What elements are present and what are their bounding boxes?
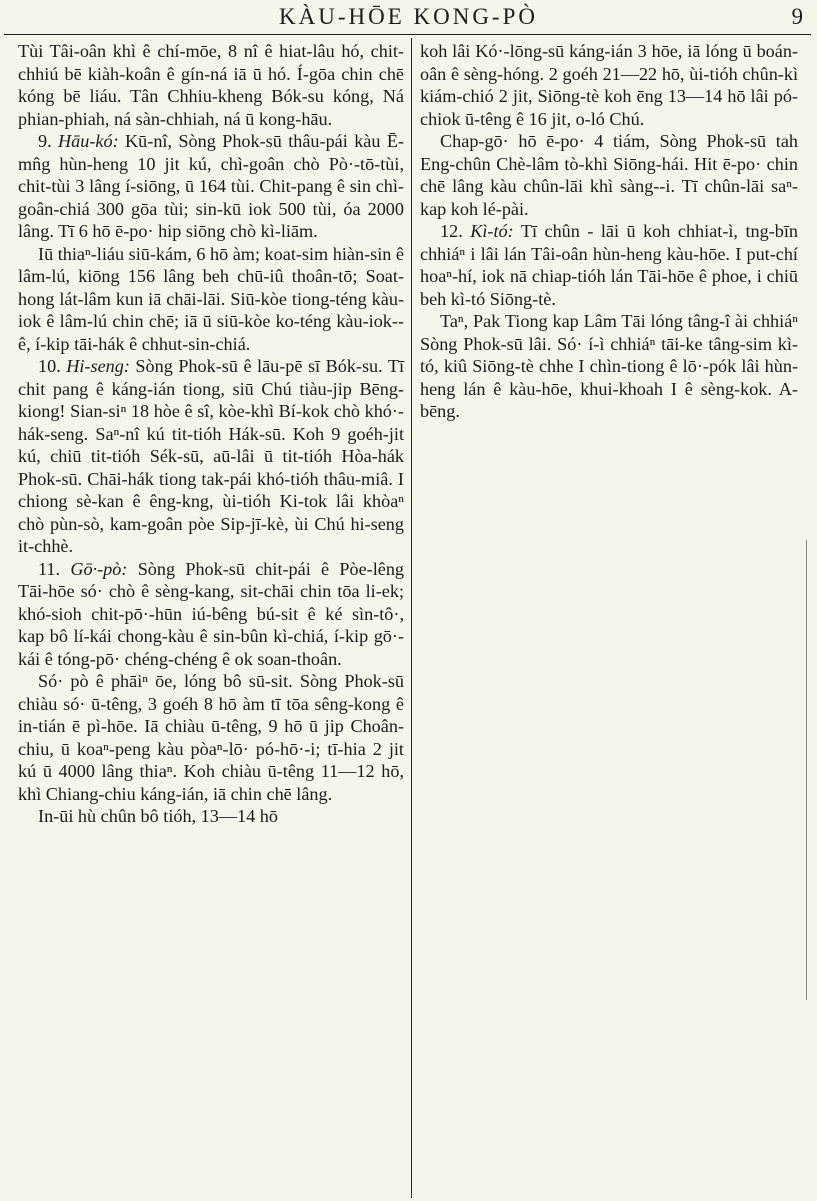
section-10 — [18, 355, 404, 558]
header-rule — [4, 34, 811, 35]
paragraph: In-ūi hù chûn bô tióh, 13—14 hō — [38, 806, 278, 826]
section-text: Kū-nî, Sòng Phok-sū thâu-pái kàu Ē-mn̂g hùn-heng 10 jit kú, chì-goân chò Pò·-tō-tùi, chit-tùi 3 lâng í-siōng, ū 164 tùi. Chit-pang ê sin chì-goân-chiá 300 gōa tùi; sin-kū iok 500 tùi, óa 2000 lâng. Tī 6 hō ē-po· hip siōng chò kì-liām. — [18, 131, 405, 241]
section-text: Sòng Phok-sū chit-pái ê Pòe-lêng Tāi-hōe só· chò ê sèng-kang, sit-chāi chin tōa li-ek; khó-sioh chit-pō·-hūn iú-bêng bú-sit ê ké sìn-tô·, kap bô lí-kái chong-kàu ê sin-bûn kì-chiá, í-kip gō·-kái ê tóng-pō· chéng-chéng ê ok soan-thoân. — [18, 558, 405, 669]
section-heading: Hi-seng: — [66, 356, 130, 376]
left-column — [18, 40, 404, 828]
right-column — [420, 40, 798, 423]
section-heading: Gō·-pò: — [70, 558, 128, 579]
paragraph-continued: koh lâi Kó·-lōng-sū káng-ián 3 hōe, iā lóng ū boán-oân ê sèng-hóng. 2 goéh 21—22 hō, ùi-tióh chûn-kì kiám-chió 2 jit, Siōng-tè koh ēng 13—14 hō lâi pó-chiok ū-têng ê 16 jit, o-ló Chú. — [420, 41, 798, 129]
section-number: 9. — [38, 131, 52, 151]
paragraph: Chap-gō· hō ē-po· 4 tiám, Sòng Phok-sū tah Eng-chûn Chè-lâm tò-khì Siōng-hái. Hit ē-po· chin chē lâng kàu chûn-lāi khì sàng--i. Tī chûn-lāi saⁿ-kap koh lé-pài. — [420, 131, 798, 219]
page-number: 9 — [791, 4, 803, 29]
section-heading: Kì-tó: — [470, 221, 514, 241]
section-text: Tī chûn - lāi ū koh chhiat-ì, tng-bīn chhiáⁿ i lâi lán Tâi-oân hùn-heng kàu-hōe. I put-chí hoaⁿ-hí, iok nā chiap-tióh lán Tāi-hōe ê phoe, i chiū beh kì-tó Siōng-tè. — [420, 221, 798, 309]
section-text: Sòng Phok-sū ê lāu-pē sī Bók-su. Tī chit pang ê káng-ián tiong, siū Chú tiàu-jip Bēng-kiong! Sian-siⁿ 18 hòe ê sî, kòe-khì Bí-kok chò khó·-hák-seng. Saⁿ-nî kú tit-tióh Hák-sū. Koh 9 goéh-jit kú, chiū tit-tióh Sék-sū, aū-lâi ū tit-tióh Hòa-hák Phok-sū. Chāi-hák tiong tak-pái khó-tióh thâu-miâ. I chiong sè-kan ê êng-kng, ùi-tióh Ki-tok lâi khòaⁿ chò pùn-sò, kam-goân pòe Sip-jī-kè, ùi Chú hi-seng it-chhè. — [18, 356, 405, 556]
section-12 — [420, 220, 798, 310]
paragraph: Iū thiaⁿ-liáu siū-kám, 6 hō àm; koat-sim hiàn-sin ê lâm-lú, kiōng 156 lâng beh chū-iû thoân-tō; Soat-hong lát-lâm kun iā chāi-lāi. Siū-kòe tiong-téng kàu-iok ê lâm-lú chin chē; iā ū siū-kòe ko-téng kàu-iok--ê, í-kip tāi-hák ê chhut-sin-chiá. — [18, 243, 404, 354]
paragraph-continued: Tùi Tâi-oân khì ê chí-mōe, 8 nî ê hiat-lâu hó, chit-chhiú bē kiàh-koân ê gín-ná iā ū hó. Í-gōa chin chē kóng bē liáu. Tân Chhiu-kheng Bók-su kóng, Ná phian-phiah, ná sàn-chhiah, ná ū kong-hāu. — [18, 41, 404, 129]
running-title: KÀU-HŌE KONG-PÒ — [278, 4, 538, 29]
column-divider — [411, 38, 412, 1198]
paragraph: Taⁿ, Pak Tiong kap Lâm Tāi lóng tâng-î ài chhiáⁿ Sòng Phok-sū lâi. Só· í-ì chhiáⁿ tāi-ke tâng-sim kì-tó, kiû Siōng-tè chhe I chìn-tiong ê lō·-pók lâi hùn-heng lán ê kàu-hōe, khui-khoah I ê sèng-kok. A-bēng. — [420, 311, 798, 421]
paragraph: Só· pò ê phāiⁿ ōe, lóng bô sū-sit. Sòng Phok-sū chiàu só· ū-têng, 3 goéh 8 hō àm tī tōa sêng-kong ê in-tián ē pì-hōe. Iā chiàu ū-têng, 9 hō ū jip Choân-chiu, ū koaⁿ-peng kàu pòaⁿ-lō· pó-hō·-i; tī-hia 2 jit kú ū 4000 lâng thiaⁿ. Koh chiàu ū-têng 11—12 hō, khì Chiang-chiu káng-ián, iā chin chē lâng. — [18, 671, 404, 804]
section-number: 12. — [440, 221, 463, 241]
section-11 — [18, 558, 404, 671]
page-header — [0, 0, 817, 34]
section-9 — [18, 130, 404, 243]
section-number: 10. — [38, 356, 61, 376]
section-number: 11. — [38, 558, 61, 579]
page-edge-line — [806, 540, 807, 1000]
section-heading: Hāu-kó: — [58, 131, 119, 151]
